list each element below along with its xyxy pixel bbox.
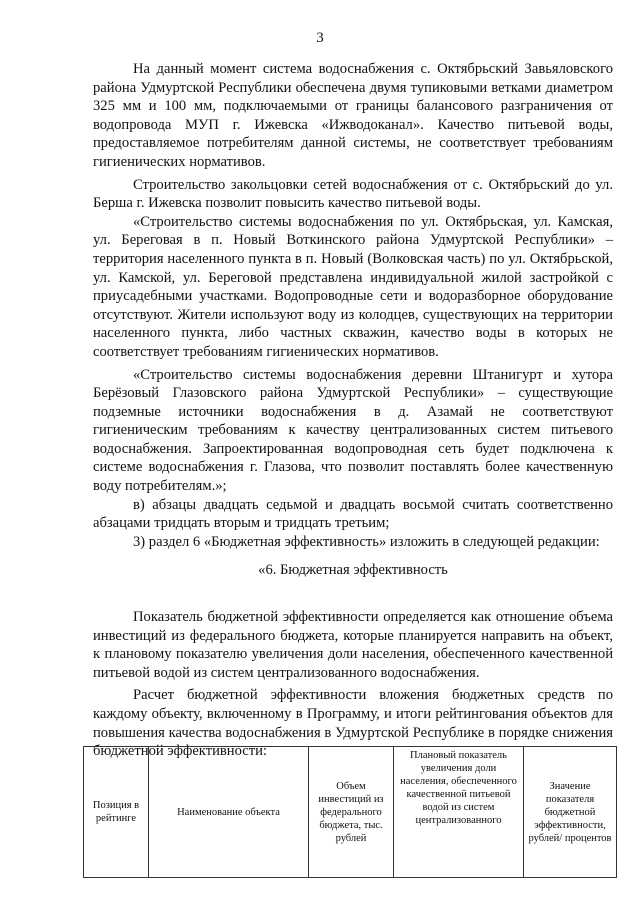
table-header-cell: Объем инвестиций из федерального бюджета, тыс. рублей [309, 747, 394, 878]
page-number: 3 [316, 30, 324, 46]
paragraph: 3) раздел 6 «Бюджетная эффективность» изложить в следующей редакции: [133, 533, 600, 550]
paragraph: Показатель бюджетной эффективности определяется как отношение объема инвестиций из федерального бюджета, которые планируется направить на объект, к плановому показателю увеличения доли населения, обеспеченного качественной питьевой водой из систем централизованного водоснабжения. [93, 609, 613, 681]
paragraph: Строительство закольцовки сетей водоснабжения от с. Октябрьский до ул. Берша г. Ижевска позволит повысить качество питьевой воды. [93, 176, 613, 212]
table-header-row [84, 747, 617, 878]
table-header-cell: Наименование объекта [149, 747, 309, 878]
paragraph: На данный момент система водоснабжения с. Октябрьский Завьяловского района Удмуртской Республики обеспечена двумя тупиковыми ветками диаметром 325 мм и 100 мм, подключаемыми от границы балансового разграничения от водопровода МУП г. Ижевска «Ижводоканал». Качество питьевой воды, предоставляемое потребителям данной системы, не соответствует требованиям гигиенических нормативов. [93, 61, 613, 170]
table-header-cell: Позиция в рейтинге [84, 747, 149, 878]
paragraph: в) абзацы двадцать седьмой и двадцать восьмой считать соответственно абзацами тридцать вторым и тридцать третьим; [93, 496, 613, 532]
section-heading: «6. Бюджетная эффективность [258, 562, 448, 579]
table-header-cell: Плановый показатель увеличения доли населения, обеспеченного качественной питьевой водой из систем централизованного [394, 747, 524, 878]
paragraph: Расчет бюджетной эффективности вложения бюджетных средств по каждому объекту, включенному в Программу, и итоги рейтингования объектов для повышения качества водоснабжения в Удмуртской Республике в порядке снижения бюджетной эффективности: [93, 687, 613, 760]
rating-table [83, 746, 617, 878]
table-header-cell: Значение показателя бюджетной эффективности, рублей/ процентов [524, 747, 617, 878]
paragraph: «Строительство системы водоснабжения по ул. Октябрьская, ул. Камская, ул. Береговая в п. Новый Воткинского района Удмуртской Республики» – территория населенного пункта в п. Новый (Волковская часть) по ул. Октябрьской, ул. Камской, ул. Береговой представлена индивидуальной жилой застройкой с приусадебными участками. Водопроводные сети и водоразборное оборудование отсутствуют. Жители используют воду из колодцев, существующих на территории населенного пункта, либо частных скважин, качество воды в которых не соответствует требованиям гигиенических нормативов. [93, 213, 613, 360]
document-body [93, 60, 613, 761]
paragraph: «Строительство системы водоснабжения деревни Штанигурт и хутора Берёзовый Глазовского района Удмуртской Республики» – существующие подземные источники водоснабжения в д. Азамай не соответствуют гигиеническим требованиям к качеству централизованных систем питьевого водоснабжения. Запроектированная водопроводная сеть будет подключена к системе водоснабжения г. Глазова, что позволит поставлять более качественную воду потребителям.»; [93, 366, 613, 495]
